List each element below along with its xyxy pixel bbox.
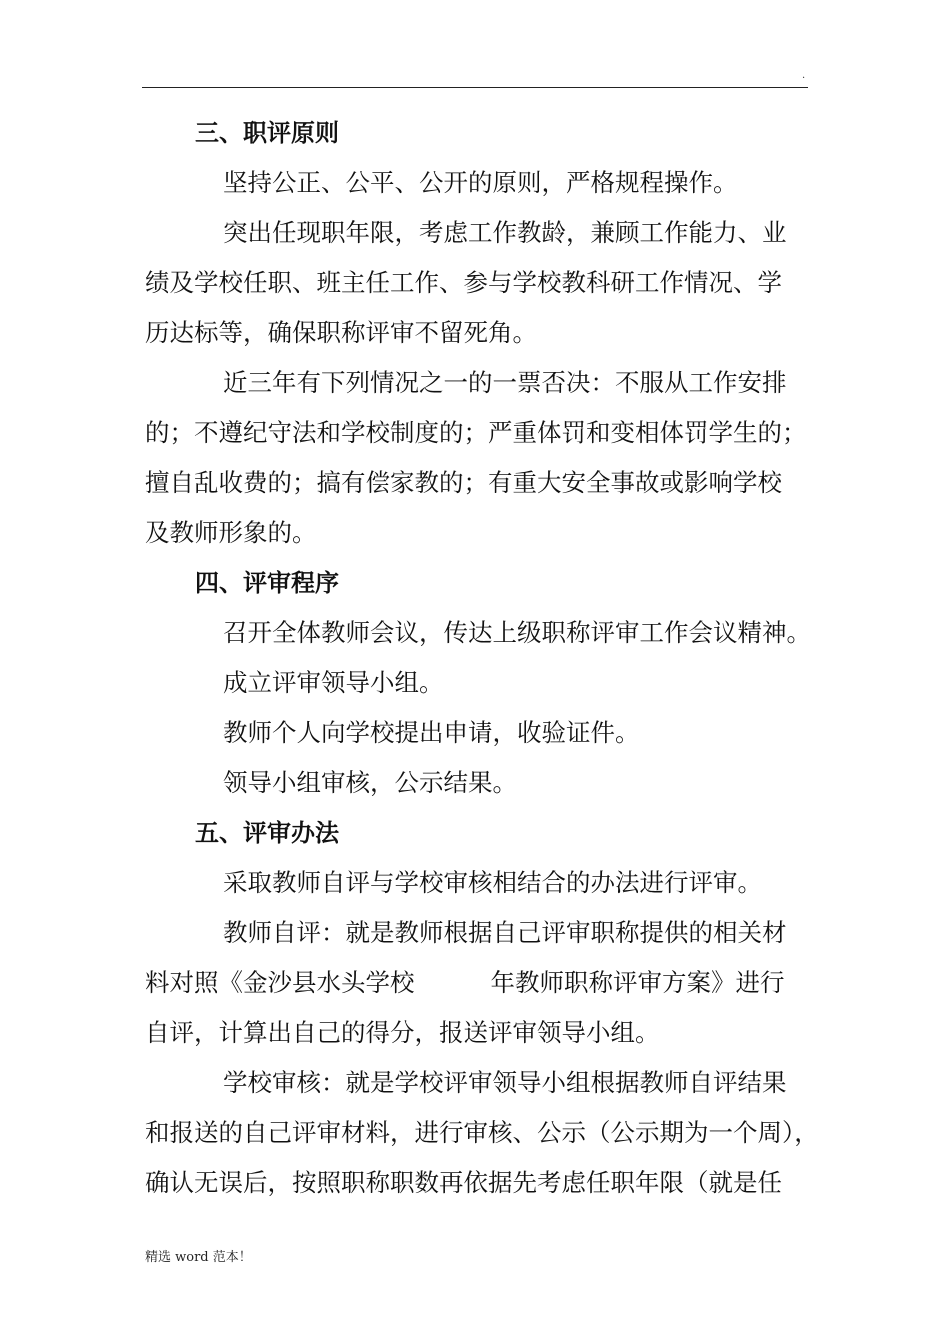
paragraph-line: 召开全体教师会议，传达上级职称评审工作会议精神。	[223, 618, 811, 647]
paragraph-line: 自评，计算出自己的得分，报送评审领导小组。	[145, 1018, 660, 1047]
paragraph-line: 擅自乱收费的；搞有偿家教的；有重大安全事故或影响学校	[145, 468, 782, 497]
paragraph-line: 采取教师自评与学校审核相结合的办法进行评审。	[223, 868, 762, 897]
paragraph-line: 领导小组审核，公示结果。	[223, 768, 517, 797]
paragraph-line: 教师个人向学校提出申请，收验证件。	[223, 718, 640, 747]
paragraph-line: 的；不遵纪守法和学校制度的；严重体罚和变相体罚学生的；	[145, 418, 807, 447]
paragraph-line: 近三年有下列情况之一的一票否决：不服从工作安排	[223, 368, 787, 397]
section-heading-principles: 三、职评原则	[195, 119, 339, 147]
paragraph-line: 绩及学校任职、班主任工作、参与学校教科研工作情况、学	[145, 268, 782, 297]
paragraph-line: 确认无误后，按照职称职数再依据先考虑任职年限（就是任	[145, 1168, 782, 1197]
paragraph-line: 突出任现职年限，考虑工作教龄，兼顾工作能力、业	[223, 218, 787, 247]
paragraph-line: 坚持公正、公平、公开的原则，严格规程操作。	[223, 168, 738, 197]
paragraph-line: 及教师形象的。	[145, 518, 317, 547]
header-mark: .	[802, 70, 806, 81]
paragraph-line-with-blank	[145, 958, 835, 1008]
document-body	[145, 108, 835, 1208]
paragraph-line: 历达标等，确保职称评审不留死角。	[145, 318, 537, 347]
section-heading-method: 五、评审办法	[195, 819, 339, 847]
section-heading-procedure: 四、评审程序	[195, 569, 339, 597]
paragraph-line: 教师自评：就是教师根据自己评审职称提供的相关材	[223, 918, 787, 947]
header-rule	[142, 87, 808, 88]
page-footer: 精选 word 范本！	[145, 1250, 252, 1265]
paragraph-line: 和报送的自己评审材料，进行审核、公示（公示期为一个周），	[145, 1118, 819, 1147]
line-part-after-blank: 年教师职称评审方案》进行	[490, 968, 785, 997]
line-part-before-blank: 料对照《金沙县水头学校	[145, 968, 415, 997]
paragraph-line: 成立评审领导小组。	[223, 668, 444, 697]
paragraph-line: 学校审核：就是学校评审领导小组根据教师自评结果	[223, 1068, 787, 1097]
